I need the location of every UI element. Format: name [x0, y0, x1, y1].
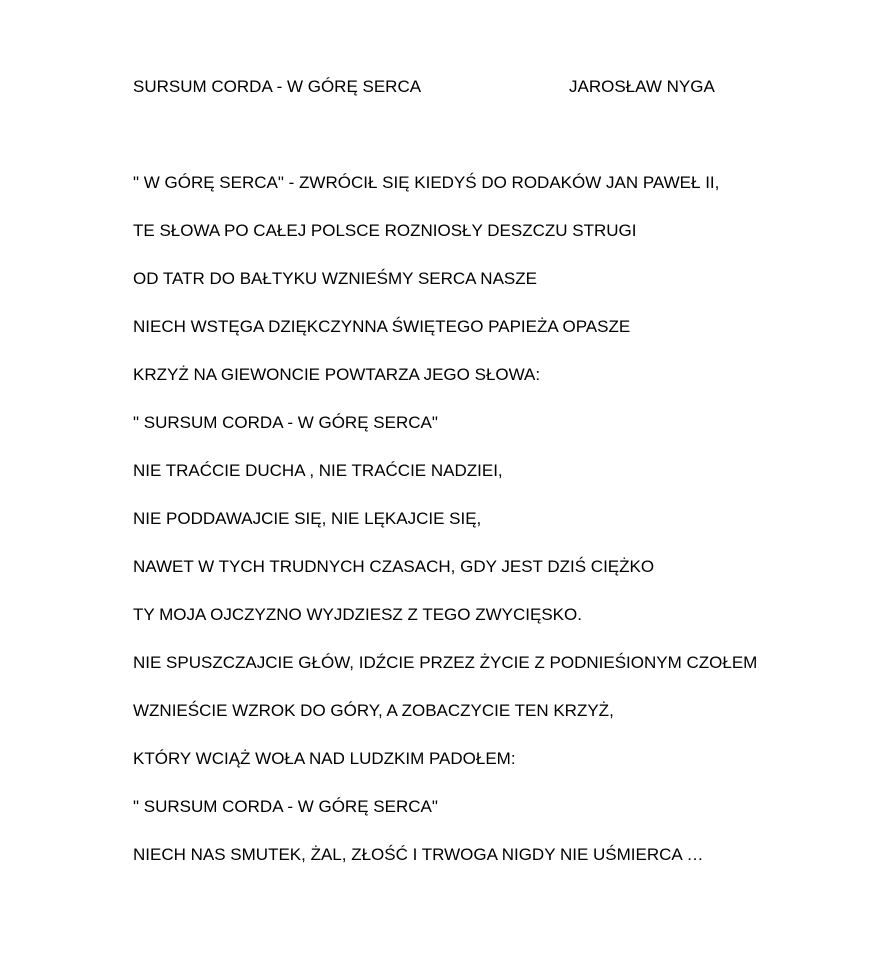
poem-line: NAWET W TYCH TRUDNYCH CZASACH, GDY JEST DZIŚ CIĘŻKO: [133, 557, 655, 576]
poem-line: KRZYŻ NA GIEWONCIE POWTARZA JEGO SŁOWA:: [133, 365, 541, 384]
poem-body: [133, 172, 757, 892]
poem-title: SURSUM CORDA - W GÓRĘ SERCA: [133, 77, 422, 96]
poem-line: NIECH WSTĘGA DZIĘKCZYNNA ŚWIĘTEGO PAPIEŻA OPASZE: [133, 317, 631, 336]
poem-line: TY MOJA OJCZYZNO WYJDZIESZ Z TEGO ZWYCIĘSKO.: [133, 605, 582, 624]
poem-line: NIE TRAĆCIE DUCHA , NIE TRAĆCIE NADZIEI,: [133, 461, 503, 480]
poem-line: NIECH NAS SMUTEK, ŻAL, ZŁOŚĆ I TRWOGA NIGDY NIE UŚMIERCA …: [133, 845, 704, 864]
poem-line: TE SŁOWA PO CAŁEJ POLSCE ROZNIOSŁY DESZCZU STRUGI: [133, 221, 637, 240]
poem-line: " W GÓRĘ SERCA" - ZWRÓCIŁ SIĘ KIEDYŚ DO RODAKÓW JAN PAWEŁ II,: [133, 173, 720, 192]
poem-line: KTÓRY WCIĄŻ WOŁA NAD LUDZKIM PADOŁEM:: [133, 749, 516, 768]
poem-line: OD TATR DO BAŁTYKU WZNIEŚMY SERCA NASZE: [133, 269, 537, 288]
poem-author: JAROSŁAW NYGA: [569, 77, 715, 96]
poem-line: WZNIEŚCIE WZROK DO GÓRY, A ZOBACZYCIE TEN KRZYŻ,: [133, 701, 614, 720]
poem-line: NIE SPUSZCZAJCIE GŁÓW, IDŹCIE PRZEZ ŻYCIE Z PODNIEŚIONYM CZOŁEM: [133, 653, 758, 672]
poem-line: " SURSUM CORDA - W GÓRĘ SERCA": [133, 797, 438, 816]
poem-line: " SURSUM CORDA - W GÓRĘ SERCA": [133, 413, 438, 432]
poem-line: NIE PODDAWAJCIE SIĘ, NIE LĘKAJCIE SIĘ,: [133, 509, 482, 528]
